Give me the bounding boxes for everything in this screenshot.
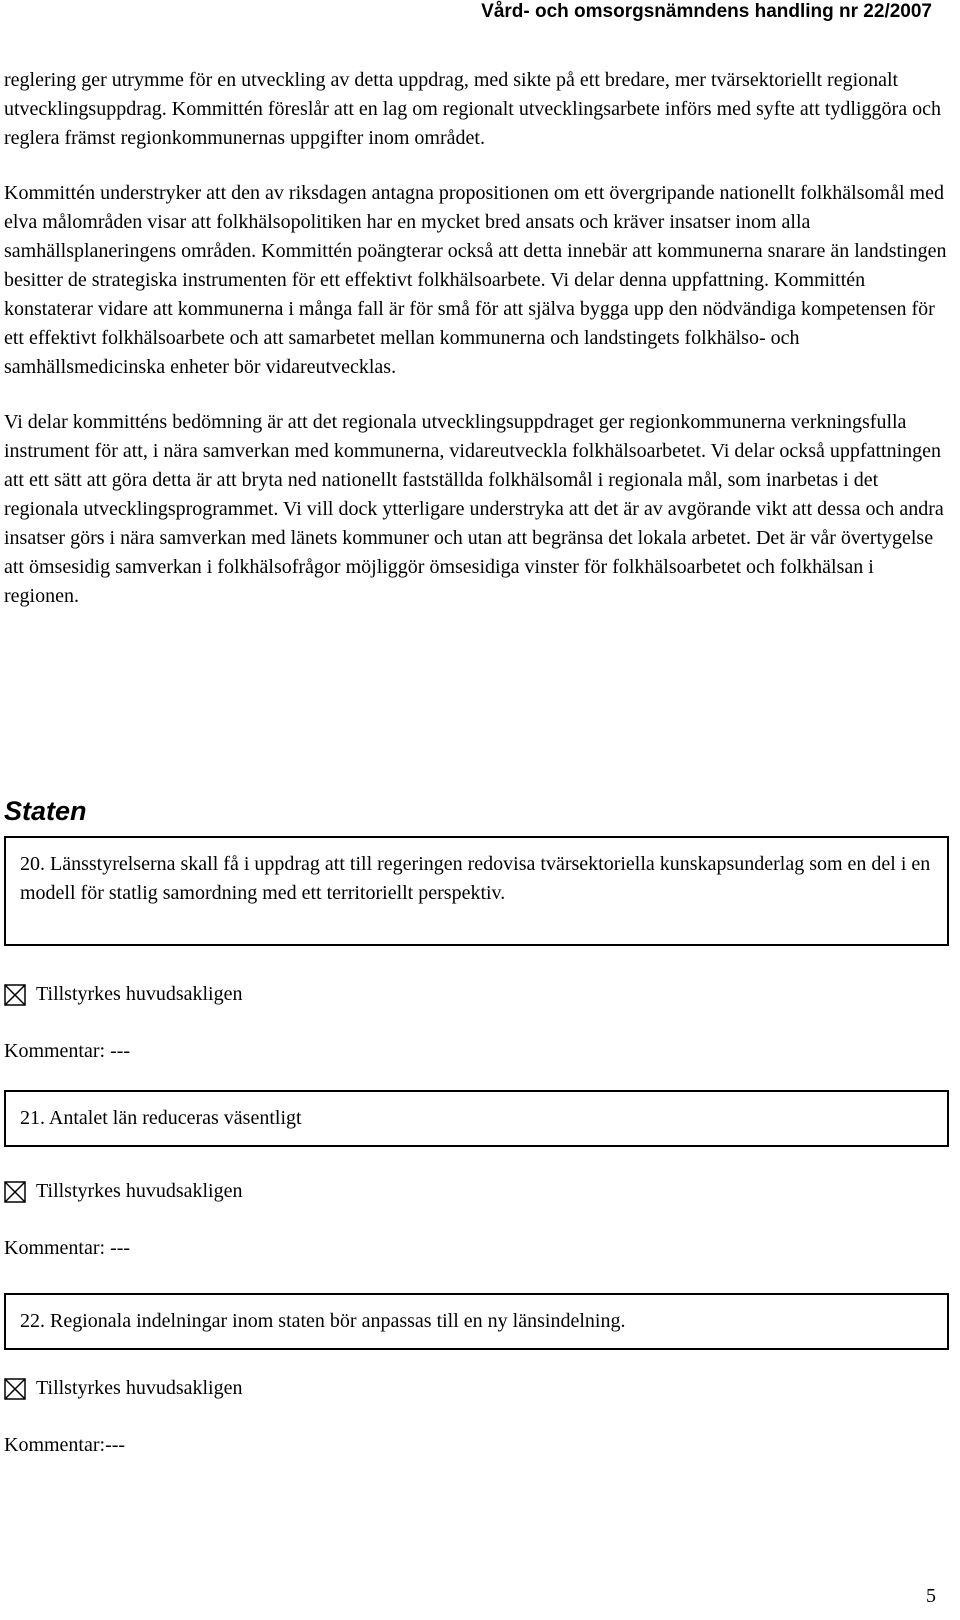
checked-box-icon[interactable] (4, 1378, 26, 1400)
proposal-text: 20. Länsstyrelserna skall få i uppdrag att till regeringen redovisa tvärsektoriella kunskapsunderlag som en del i en modell för statlig samordning med ett territoriellt perspektiv. (20, 853, 931, 904)
checked-box-icon[interactable] (4, 1181, 26, 1203)
verdict-row-22 (4, 1374, 243, 1403)
proposal-box-22 (4, 1293, 949, 1350)
verdict-label: Tillstyrkes huvudsakligen (36, 983, 243, 1005)
paragraph-3: Vi delar kommitténs bedömning är att det regionala utvecklingsuppdraget ger regionkommunerna verkningsfulla instrument för att, i nära samverkan med kommunerna, vidareutveckla folkhälsoarbetet. Vi delar också uppfattningen att ett sätt att göra detta är att bryta ned nationellt fastställda folkhälsomål i regionala mål, som inarbetas i det regionala utvecklingsprogrammet. Vi vill dock ytterligare understryka att det är av avgörande vikt att dessa och andra insatser görs i nära samverkan med länets kommuner och utan att begränsa det lokala arbetet. Det är vår övertygelse att ömsesidig samverkan i folkhälsofrågor möjliggör ömsesidiga vinster för folkhälsoarbetet och folkhälsan i regionen. (4, 411, 944, 607)
verdict-label: Tillstyrkes huvudsakligen (36, 1377, 243, 1399)
proposal-box-20 (4, 836, 949, 946)
proposal-text: 22. Regionala indelningar inom staten bör anpassas till en ny länsindelning. (20, 1310, 626, 1332)
page-number: 5 (926, 1585, 936, 1607)
proposal-text: 21. Antalet län reduceras väsentligt (20, 1107, 302, 1129)
comment-21: Kommentar: --- (4, 1237, 131, 1259)
comment-22: Kommentar:--- (4, 1434, 126, 1456)
checked-box-icon[interactable] (4, 984, 26, 1006)
verdict-label: Tillstyrkes huvudsakligen (36, 1180, 243, 1202)
paragraph-1: reglering ger utrymme för en utveckling av detta uppdrag, med sikte på ett bredare, mer tvärsektoriellt regionalt utvecklingsuppdrag. Kommittén föreslår att en lag om regionalt utvecklingsarbete införs med syfte att tydliggöra och reglera främst regionkommunernas uppgifter inom området. (4, 69, 941, 149)
verdict-row-20 (4, 980, 243, 1009)
comment-20: Kommentar: --- (4, 1040, 131, 1062)
document-header: Vård- och omsorgsnämndens handling nr 22/2007 (481, 1, 932, 22)
body-text (4, 66, 948, 611)
paragraph-2: Kommittén understryker att den av riksdagen antagna propositionen om ett övergripande nationellt folkhälsomål med elva målområden visar att folkhälsopolitiken har en mycket bred ansats och kräver insatser inom alla samhällsplaneringens områden. Kommittén poängterar också att detta innebär att kommunerna snarare än landstingen besitter de strategiska instrumenten för ett effektivt folkhälsoarbete. Vi delar denna uppfattning. Kommittén konstaterar vidare att kommunerna i många fall är för små för att själva bygga upp den nödvändiga kompetensen för ett effektivt folkhälsoarbete och att samarbetet mellan kommunerna och landstingets folkhälso- och samhällsmedicinska enheter bör vidareutvecklas. (4, 182, 947, 378)
section-heading: Staten (4, 796, 87, 826)
verdict-row-21 (4, 1177, 243, 1206)
proposal-box-21 (4, 1090, 949, 1147)
